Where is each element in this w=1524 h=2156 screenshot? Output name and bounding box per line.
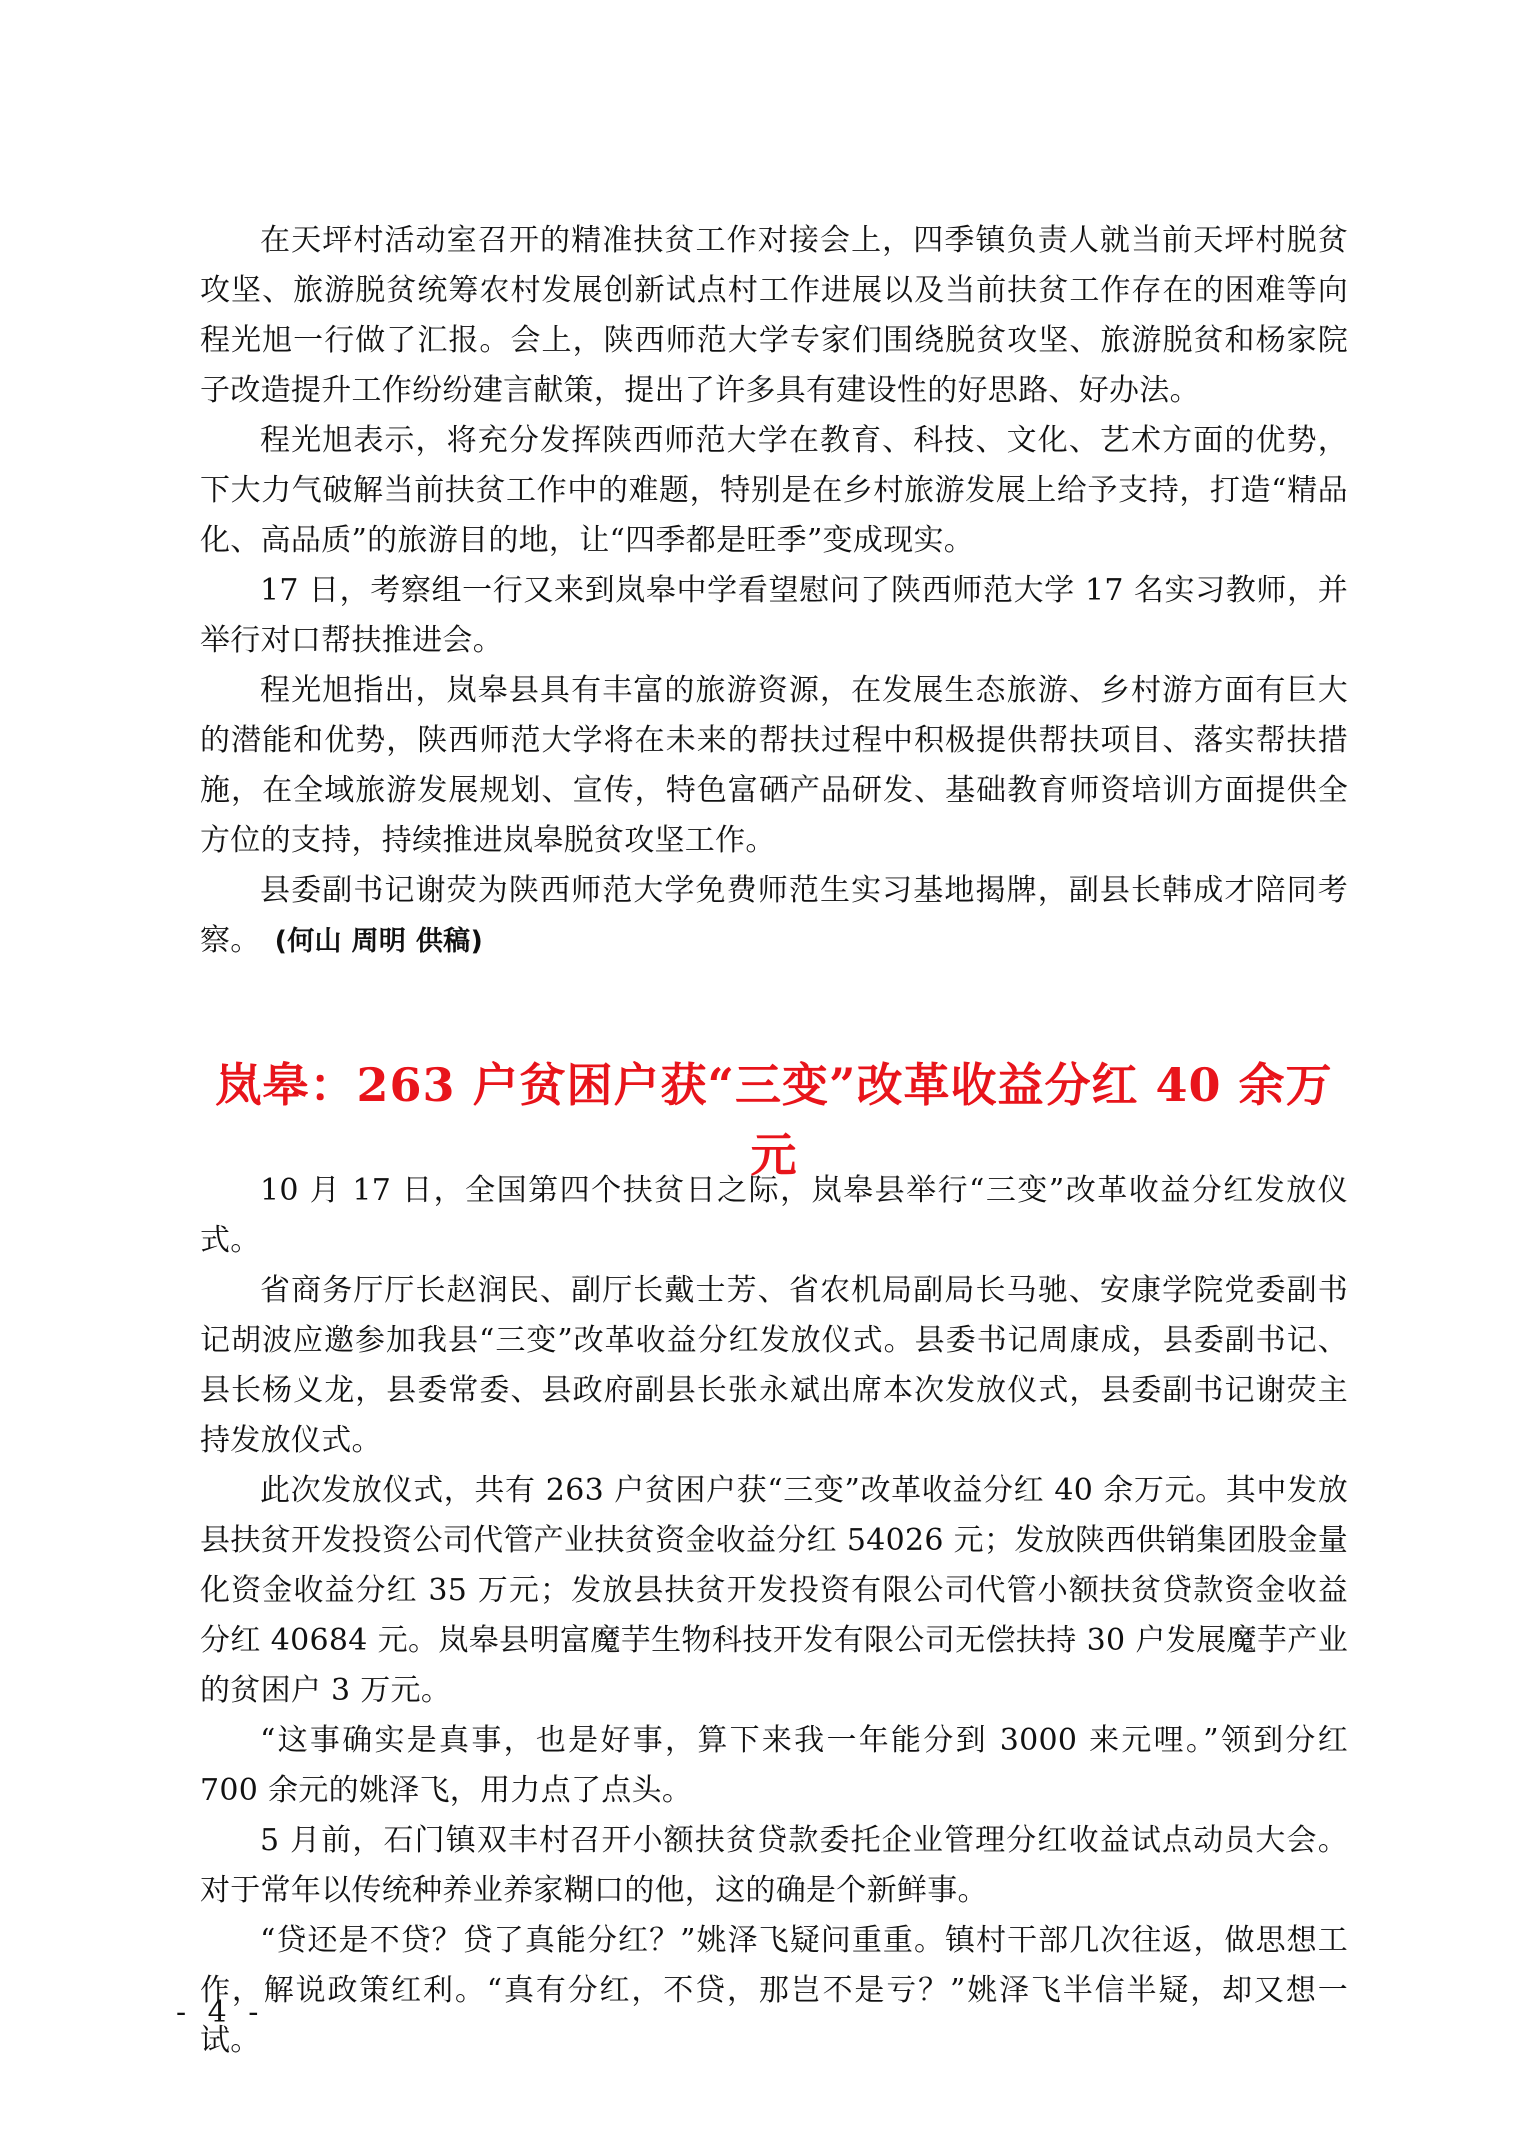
article-1-paragraph: 程光旭指出，岚皋县具有丰富的旅游资源，在发展生态旅游、乡村游方面有巨大的潜能和优势，陕西师范大学将在未来的帮扶过程中积极提供帮扶项目、落实帮扶措施，在全域旅游发展规划、宣传，特色富硒产品研发、基础教育师资培训方面提供全方位的支持，持续推进岚皋脱贫攻坚工作。 (200, 673, 1348, 858)
article-2-paragraph: 此次发放仪式，共有 263 户贫困户获“三变”改革收益分红 40 余万元。其中发放县扶贫开发投资公司代管产业扶贫资金收益分红 54026 元；发放陕西供销集团股金量化资金收益分红 35 万元；发放县扶贫开发投资有限公司代管小额扶贫贷款资金收益分红 40684 元。岚皋县明富魔芋生物科技开发有限公司无偿扶持 30 户发展魔芋产业的贫困户 3 万元。 (200, 1473, 1348, 1708)
article-2-paragraph: 10 月 17 日，全国第四个扶贫日之际，岚皋县举行“三变”改革收益分红发放仪式。 (200, 1173, 1348, 1258)
article-1-last-paragraph (200, 866, 1348, 967)
article-1-paragraph-text: 县委副书记谢荧为陕西师范大学免费师范生实习基地揭牌，副县长韩成才陪同考察。 (200, 873, 1348, 958)
article-2-paragraph: “贷还是不贷？贷了真能分红？”姚泽飞疑问重重。镇村干部几次往返，做思想工作，解说政策红利。“真有分红，不贷，那岂不是亏？”姚泽飞半信半疑，却又想一试。 (200, 1923, 1348, 2058)
article-1-credit: (何山 周明 供稿) (274, 926, 484, 957)
article-1-body (200, 216, 1348, 967)
article-2-paragraph: 省商务厅厅长赵润民、副厅长戴士芳、省农机局副局长马驰、安康学院党委副书记胡波应邀参加我县“三变”改革收益分红发放仪式。县委书记周康成，县委副书记、县长杨义龙，县委常委、县政府副县长张永斌出席本次发放仪式，县委副书记谢荧主持发放仪式。 (200, 1273, 1348, 1458)
article-1-paragraph: 17 日，考察组一行又来到岚皋中学看望慰问了陕西师范大学 17 名实习教师，并举行对口帮扶推进会。 (200, 573, 1348, 658)
article-1-paragraph: 在天坪村活动室召开的精准扶贫工作对接会上，四季镇负责人就当前天坪村脱贫攻坚、旅游脱贫统筹农村发展创新试点村工作进展以及当前扶贫工作存在的困难等向程光旭一行做了汇报。会上，陕西师范大学专家们围绕脱贫攻坚、旅游脱贫和杨家院子改造提升工作纷纷建言献策，提出了许多具有建设性的好思路、好办法。 (200, 223, 1348, 408)
article-2-paragraph: 5 月前，石门镇双丰村召开小额扶贫贷款委托企业管理分红收益试点动员大会。对于常年以传统种养业养家糊口的他，这的确是个新鲜事。 (200, 1823, 1348, 1908)
article-2-paragraph: “这事确实是真事，也是好事，算下来我一年能分到 3000 来元哩。”领到分红 700 余元的姚泽飞，用力点了点头。 (200, 1723, 1348, 1808)
article-2-body (200, 1166, 1348, 2066)
page-number: - 4 - (176, 1995, 265, 2030)
article-1-paragraph: 程光旭表示，将充分发挥陕西师范大学在教育、科技、文化、艺术方面的优势，下大力气破解当前扶贫工作中的难题，特别是在乡村旅游发展上给予支持，打造“精品化、高品质”的旅游目的地，让“四季都是旺季”变成现实。 (200, 423, 1348, 558)
article-2-title: 岚皋：263 户贫困户获“三变”改革收益分红 40 余万元 (215, 1058, 1333, 1182)
